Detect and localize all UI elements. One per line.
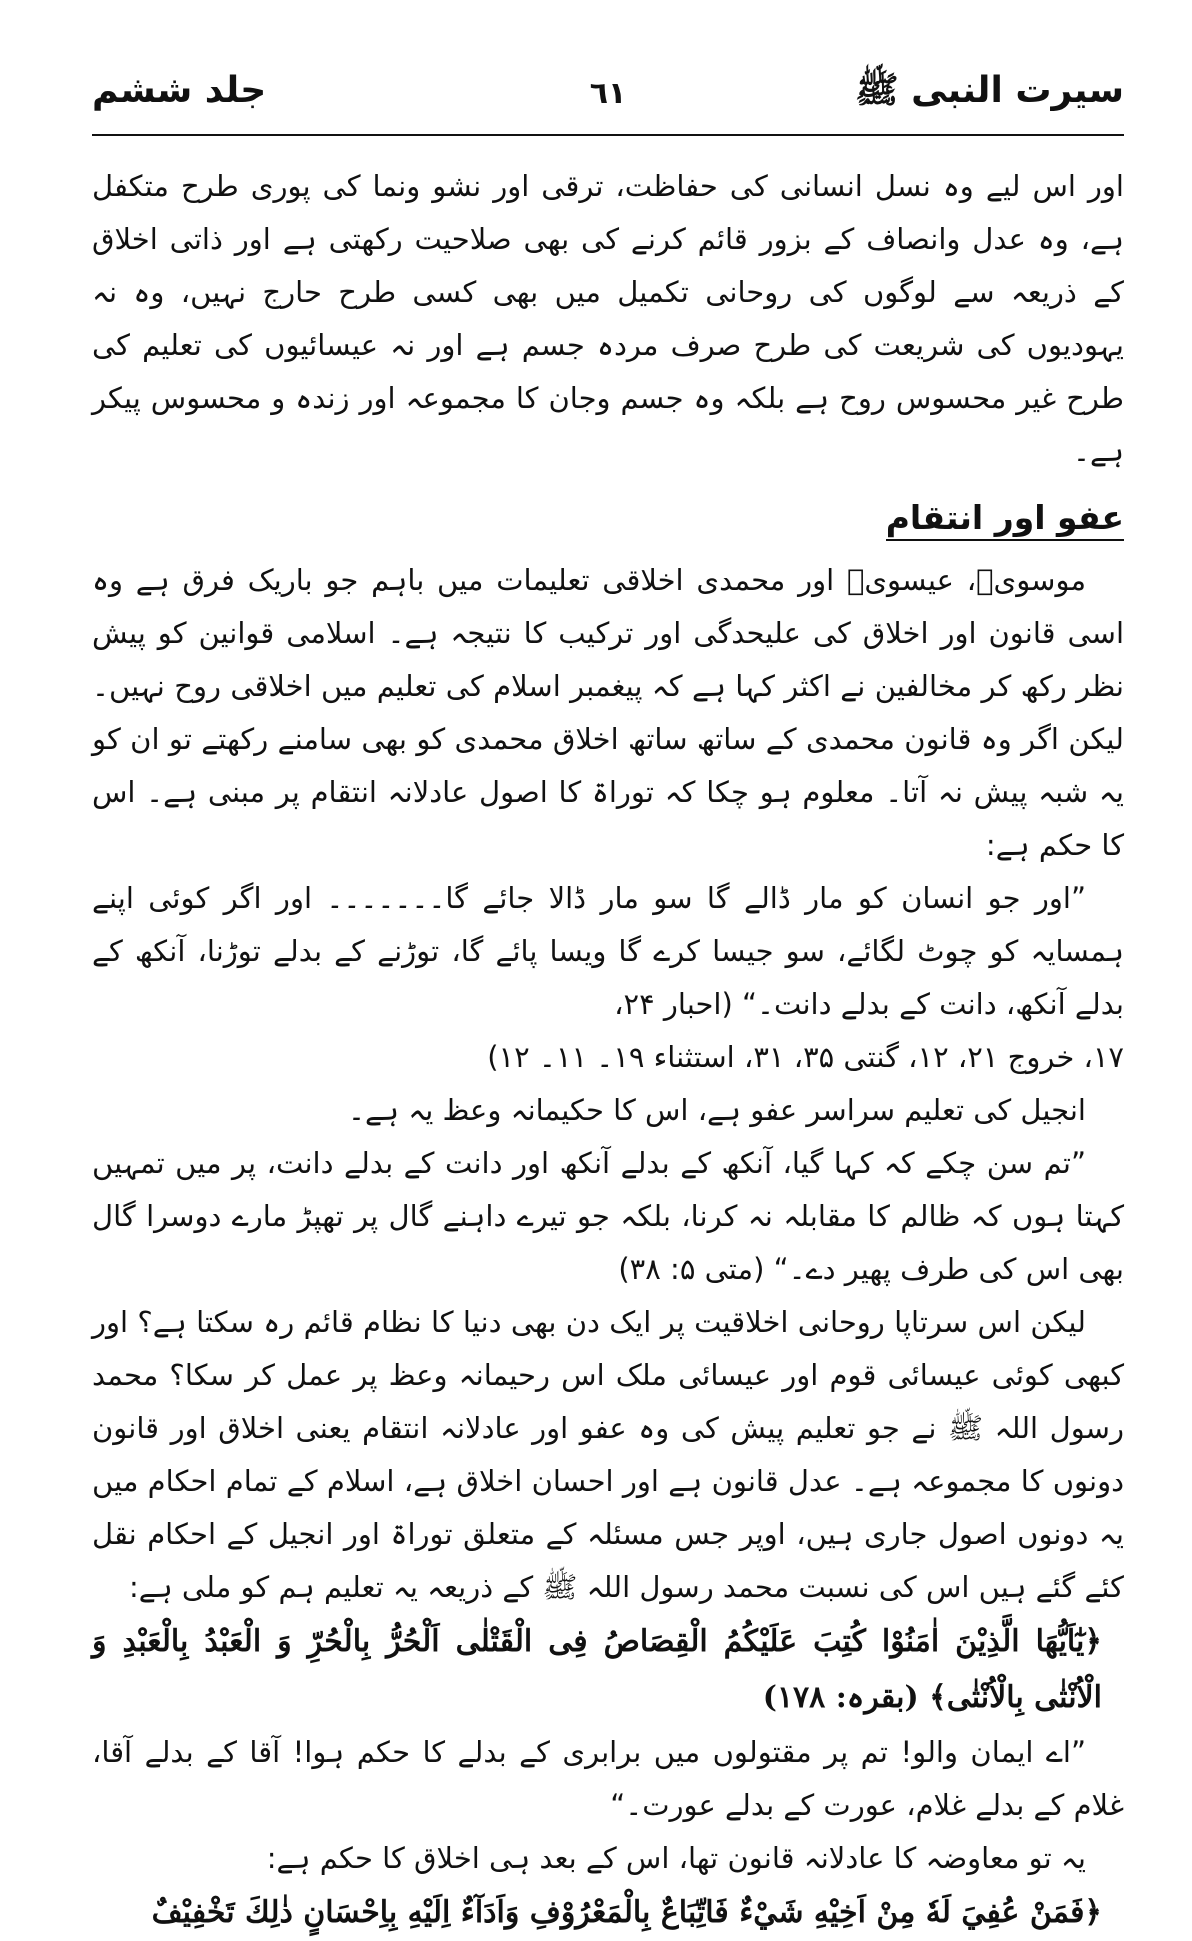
body-text [92, 160, 1124, 1941]
paragraph-3: انجیل کی تعلیم سراسر عفو ہے، اس کا حکیمانہ وعظ یہ ہے۔ [348, 1093, 1086, 1127]
page-number: ٦١ [589, 76, 627, 111]
section-heading-text: عفو اور انتقام [886, 498, 1124, 541]
paragraph-2: موسویؑ، عیسویؑ اور محمدی اخلاقی تعلیمات میں باہم جو باریک فرق ہے وہ اسی قانون اور اخلاق کی علیحدگی اور ترکیب کا نتیجہ ہے۔ اسلامی قوانین کو پیش نظر رکھ کر مخالفین نے اکثر کہا ہے کہ پیغمبر اسلام کی تعلیم میں اخلاقی روح نہیں۔ لیکن اگر وہ قانون محمدی کے ساتھ ساتھ اخلاق محمدی کو بھی سامنے رکھتے تو ان کو یہ شبہ پیش نہ آتا۔ معلوم ہو چکا کہ توراۃ کا اصول عادلانہ انتقام پر مبنی ہے۔ اس کا حکم ہے: [92, 563, 1124, 862]
verse-1-translation: ”اے ایمان والو! تم پر مقتولوں میں برابری کے بدلے کا حکم ہوا! آقا کے بدلے آقا، غلام کے بدلے غلام، عورت کے بدلے عورت۔“ [92, 1735, 1124, 1822]
volume-label: جلد ششم [92, 70, 267, 111]
paragraph-1: اور اس لیے وہ نسل انسانی کی حفاظت، ترقی اور نشو ونما کی پوری طرح متکفل ہے، وہ عدل وانصاف کے بزور قائم کرنے کی بھی صلاحیت رکھتی ہے اور ذاتی اخلاق کے ذریعہ سے لوگوں کی روحانی تکمیل میں بھی کسی طرح حارج نہیں، وہ نہ یہودیوں کی شریعت کی طرح صرف مردہ جسم ہے اور نہ عیسائیوں کی تعلیم کی طرح غیر محسوس روح ہے بلکہ وہ جسم وجان کا مجموعہ اور زندہ و محسوس پیکر ہے۔ [92, 169, 1124, 468]
quran-verse-1-reference: (بقرہ: ۱۷۸) [762, 1680, 919, 1715]
quran-verse-1 [92, 1614, 1124, 1726]
running-header [92, 60, 1124, 136]
book-title: سیرت النبی ﷺ [855, 70, 1124, 111]
section-heading [92, 488, 1124, 548]
quote-torah: ”اور جو انسان کو مار ڈالے گا سو مار ڈالا جائے گا۔۔۔۔۔۔۔ اور اگر کوئی اپنے ہمسایہ کو چوٹ لگائے، سو جیسا کرے گا ویسا پائے گا، توڑنے کے بدلے توڑنا، آنکھ کے بدلے آنکھ، دانت کے بدلے دانت۔“ (احبار ۲۴، [92, 881, 1124, 1021]
paragraph-4: لیکن اس سرتاپا روحانی اخلاقیت پر ایک دن بھی دنیا کا نظام قائم رہ سکتا ہے؟ اور کبھی کوئی عیسائی قوم اور عیسائی ملک اس رحیمانہ وعظ پر عمل کر سکا؟ محمد رسول اللہ ﷺ نے جو تعلیم پیش کی وہ عفو اور عادلانہ انتقام یعنی اخلاق اور قانون دونوں کا مجموعہ ہے۔ عدل قانون ہے اور احسان اخلاق ہے، اسلام کے تمام احکام میں یہ دونوں اصول جاری ہیں، اوپر جس مسئلہ کے متعلق توراۃ اور انجیل کے احکام نقل کئے گئے ہیں اس کی نسبت محمد رسول اللہ ﷺ کے ذریعہ یہ تعلیم ہم کو ملی ہے: [92, 1305, 1124, 1604]
quran-verse-1-text: ﴿يٰٓاَيُّهَا الَّذِيْنَ اٰمَنُوْا كُتِبَ عَلَيْكُمُ الْقِصَاصُ فِى الْقَتْلٰى اَلْحُرُّ بِالْحُرِّ وَ الْعَبْدُ بِالْعَبْدِ وَ الْاُنْثٰى بِالْاُنْثٰى﴾ [92, 1624, 1102, 1715]
quote-torah-reference: ۱۷، خروج ۲۱، ۱۲، گنتی ۳۵، ۳۱، استثناء ۱۹۔ ۱۱۔ ۱۲) [487, 1040, 1124, 1074]
quote-gospel: ”تم سن چکے کہ کہا گیا، آنکھ کے بدلے آنکھ اور دانت کے بدلے دانت، پر میں تمہیں کہتا ہوں کہ ظالم کا مقابلہ نہ کرنا، بلکہ جو تیرے داہنے گال پر تھپڑ مارے دوسرا گال بھی اس کی طرف پھیر دے۔“ (متی ۵: ۳۸) [92, 1146, 1124, 1286]
paragraph-5: یہ تو معاوضہ کا عادلانہ قانون تھا، اس کے بعد ہی اخلاق کا حکم ہے: [266, 1841, 1086, 1875]
quran-verse-2: ﴿فَمَنْ عُفِيَ لَهٗ مِنْ اَخِيْهِ شَيْءٌ فَاتِّبَاعٌ بِالْمَعْرُوْفِ وَاَدَآءٌ اِلَيْهِ بِاِحْسَانٍ ذٰلِكَ تَخْفِيْفٌ [151, 1895, 1102, 1930]
